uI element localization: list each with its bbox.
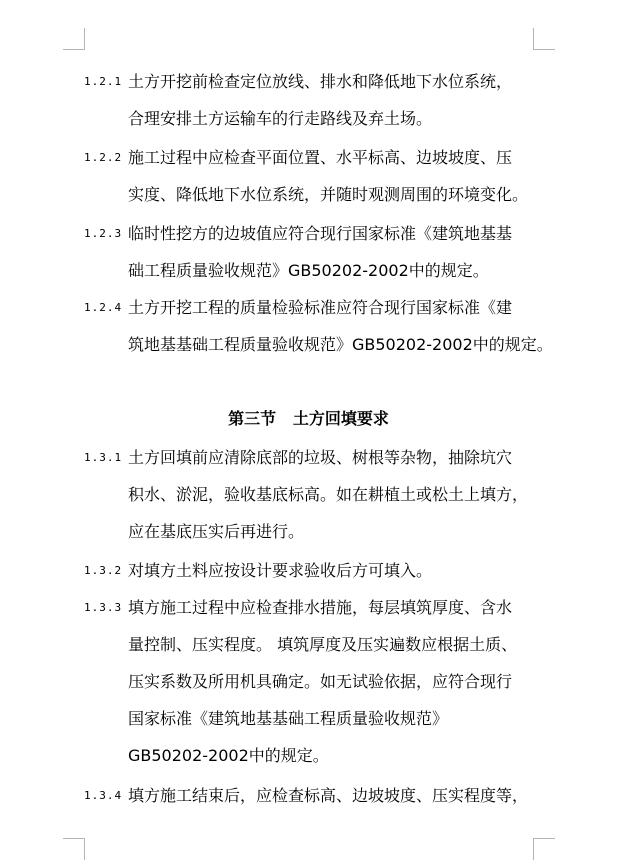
- clause-text-line: 实度、降低地下水位系统，并随时观测周围的环境变化。: [128, 185, 529, 204]
- page-corner-mark-top-right: [533, 28, 555, 50]
- clause-text-line: 对填方土料应按设计要求验收后方可填入。: [128, 561, 433, 580]
- clause-text-line: GB50202-2002中的规定。: [128, 746, 329, 765]
- clause-text-line: 础工程质量验收规范》GB50202-2002中的规定。: [128, 261, 489, 280]
- section-heading: 第三节 土方回填要求: [228, 409, 389, 428]
- clause-number: 1.2.3: [84, 227, 123, 240]
- clause-text-line: 土方回填前应清除底部的垃圾、树根等杂物，抽除坑穴: [128, 448, 513, 467]
- clause-text-line: 填方施工结束后，应检查标高、边坡坡度、压实程度等，: [128, 786, 529, 805]
- clause-text-line: 土方开挖工程的质量检验标准应符合现行国家标准《建: [128, 298, 513, 317]
- clause-text-line: 量控制、压实程度。 填筑厚度及压实遍数应根据土质、: [128, 635, 518, 654]
- clause-text-line: 施工过程中应检查平面位置、水平标高、边坡坡度、压: [128, 148, 513, 167]
- clause-text-line: 土方开挖前检查定位放线、排水和降低地下水位系统，: [128, 72, 513, 91]
- page-corner-mark-bottom-right: [533, 838, 555, 860]
- clause-text-line: 积水、淤泥，验收基底标高。如在耕植土或松土上填方，: [128, 485, 529, 504]
- clause-number: 1.2.1: [84, 75, 123, 88]
- clause-number: 1.3.3: [84, 601, 123, 614]
- clause-text-line: 筑地基基础工程质量验收规范》GB50202-2002中的规定。: [128, 335, 553, 354]
- clause-number: 1.2.4: [84, 301, 123, 314]
- clause-text-line: 填方施工过程中应检查排水措施，每层填筑厚度、含水: [128, 598, 513, 617]
- clause-text-line: 合理安排土方运输车的行走路线及弃土场。: [128, 109, 433, 128]
- clause-text-line: 应在基底压实后再进行。: [128, 522, 305, 541]
- clause-number: 1.3.4: [84, 789, 123, 802]
- clause-text-line: 临时性挖方的边坡值应符合现行国家标准《建筑地基基: [128, 224, 513, 243]
- page-corner-mark-top-left: [63, 28, 85, 50]
- clause-number: 1.2.2: [84, 151, 123, 164]
- page-corner-mark-bottom-left: [63, 838, 85, 860]
- clause-number: 1.3.2: [84, 564, 123, 577]
- clause-number: 1.3.1: [84, 451, 123, 464]
- clause-text-line: 压实系数及所用机具确定。如无试验依据，应符合现行: [128, 672, 513, 691]
- clause-text-line: 国家标准《建筑地基基础工程质量验收规范》: [128, 709, 449, 728]
